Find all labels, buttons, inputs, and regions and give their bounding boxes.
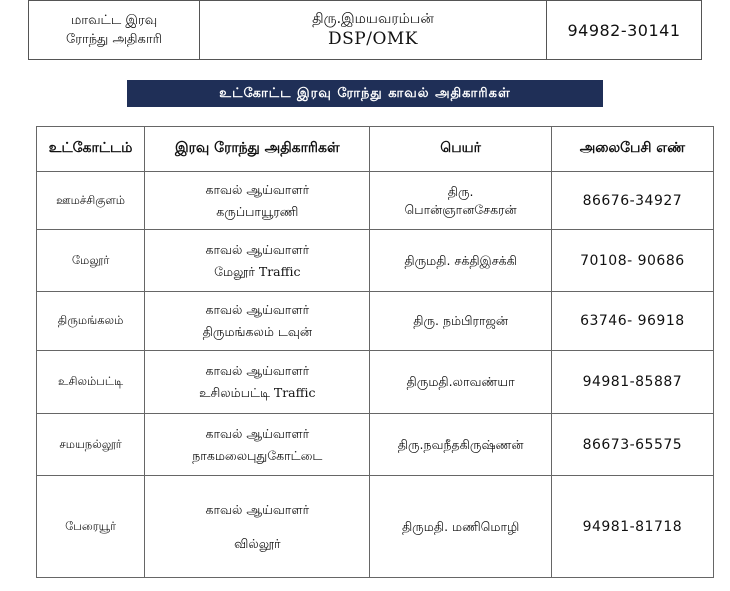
name-line2: பொன்ஞானசேகரன் bbox=[404, 201, 517, 217]
table-row bbox=[37, 351, 714, 414]
district-officer-info bbox=[200, 1, 547, 60]
table-row bbox=[37, 230, 714, 292]
district-officer-phone: 94982-30141 bbox=[547, 1, 702, 60]
division-cell: உசிலம்பட்டி bbox=[37, 351, 145, 414]
name-cell: திருமதி.லாவண்யா bbox=[370, 351, 551, 414]
division-cell: ஊமச்சிகுளம் bbox=[37, 172, 145, 230]
officer-rank: காவல் ஆய்வாளர் bbox=[205, 363, 310, 378]
officer-station: திருமங்கலம் டவுன் bbox=[202, 324, 312, 339]
patrol-officers-table bbox=[36, 126, 714, 578]
officer-station: மேலூர் Traffic bbox=[214, 263, 301, 279]
officer-cell bbox=[145, 230, 370, 292]
officer-rank: காவல் ஆய்வாளர் bbox=[205, 501, 310, 517]
name-cell: திரு. நம்பிராஜன் bbox=[370, 292, 551, 351]
phone-cell: 86676-34927 bbox=[551, 172, 713, 230]
phone-cell: 94981-85887 bbox=[551, 351, 713, 414]
name-cell: திருமதி. மணிமொழி bbox=[370, 476, 551, 578]
table-row bbox=[37, 172, 714, 230]
division-cell: திருமங்கலம் bbox=[37, 292, 145, 351]
officer-cell bbox=[145, 351, 370, 414]
district-officer-label-line2: ரோந்து அதிகாரி bbox=[65, 32, 163, 47]
name-cell: திரு.நவநீதகிருஷ்ணன் bbox=[370, 414, 551, 476]
phone-cell: 70108- 90686 bbox=[551, 230, 713, 292]
officer-station: வில்லூர் bbox=[234, 535, 281, 551]
table-row bbox=[37, 476, 714, 578]
officer-cell bbox=[145, 414, 370, 476]
officer-cell bbox=[145, 172, 370, 230]
header-name: பெயர் bbox=[370, 127, 551, 172]
officer-cell bbox=[145, 476, 370, 578]
header-division: உட்கோட்டம் bbox=[37, 127, 145, 172]
officer-rank: காவல் ஆய்வாளர் bbox=[205, 241, 310, 257]
division-cell: பேரையூர் bbox=[37, 476, 145, 578]
phone-cell: 86673-65575 bbox=[551, 414, 713, 476]
table-row bbox=[37, 292, 714, 351]
table-row bbox=[37, 414, 714, 476]
officer-cell bbox=[145, 292, 370, 351]
header-phone: அலைபேசி எண் bbox=[551, 127, 713, 172]
district-officer-label bbox=[29, 1, 200, 60]
cell-spacer bbox=[145, 521, 369, 533]
section-banner: உட்கோட்ட இரவு ரோந்து காவல் அதிகாரிகள் bbox=[127, 80, 603, 107]
phone-cell: 94981-81718 bbox=[551, 476, 713, 578]
table-header-row bbox=[37, 127, 714, 172]
officer-station: கருப்பாயூரணி bbox=[216, 203, 299, 219]
officer-rank: காவல் ஆய்வாளர் bbox=[205, 302, 310, 317]
district-officer-designation: DSP/OMK bbox=[328, 29, 418, 49]
phone-cell: 63746- 96918 bbox=[551, 292, 713, 351]
district-officer-label-line1: மாவட்ட இரவு bbox=[70, 13, 158, 28]
division-cell: சமயநல்லூர் bbox=[37, 414, 145, 476]
name-cell bbox=[370, 172, 551, 230]
officer-rank: காவல் ஆய்வாளர் bbox=[205, 181, 310, 197]
division-cell: மேலூர் bbox=[37, 230, 145, 292]
officer-rank: காவல் ஆய்வாளர் bbox=[205, 425, 310, 441]
name-line1: திரு. bbox=[447, 183, 474, 199]
name-cell: திருமதி. சக்திஇசக்கி bbox=[370, 230, 551, 292]
officer-station: உசிலம்பட்டி Traffic bbox=[199, 385, 316, 400]
officer-station: நாகமலைபுதுகோட்டை bbox=[192, 447, 323, 463]
header-patrol-officers: இரவு ரோந்து அதிகாரிகள் bbox=[145, 127, 370, 172]
district-officer-table bbox=[28, 0, 702, 60]
district-officer-name: திரு.இமயவரம்பன் bbox=[312, 11, 434, 27]
